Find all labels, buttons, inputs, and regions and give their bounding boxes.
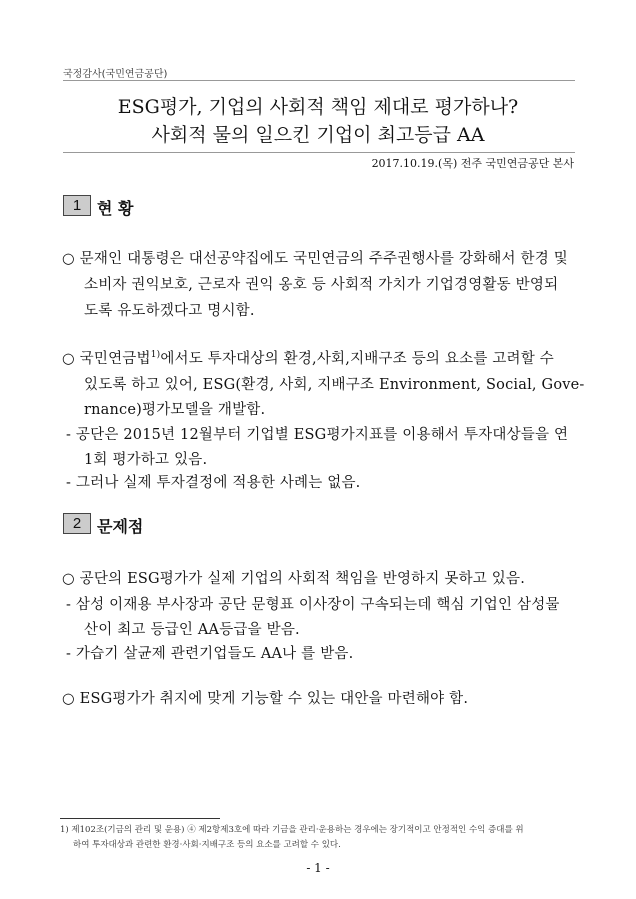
section-heading-2: 문제점	[97, 517, 144, 536]
dateline: 2017.10.19.(목) 전주 국민연금공단 본사	[371, 157, 574, 170]
paragraph-line	[62, 347, 554, 368]
page-number: - 1 -	[306, 861, 330, 875]
footnote-ref[interactable]: 1)	[150, 350, 161, 361]
header-rule	[63, 80, 575, 81]
title-line-2: 사회적 물의 일으킨 기업이 최고등급 AA	[151, 124, 485, 146]
dash-item-line: - 그러나 실제 투자결정에 적용한 사례는 없음.	[66, 475, 361, 491]
paragraph-line: ○ ESG평가가 취지에 맞게 기능할 수 있는 대안을 마련해야 함.	[62, 691, 469, 707]
paragraph-line: ○ 문재인 대통령은 대선공약집에도 국민연금의 주주권행사를 강화해서 한경 및	[62, 251, 568, 267]
dash-item-line: 산이 최고 등급인 AA등급을 받음.	[84, 622, 300, 638]
paragraph-line: 소비자 권익보호, 근로자 권익 옹호 등 사회적 가치가 기업경영활동 반영되	[84, 277, 559, 293]
dash-item-line: 1회 평가하고 있음.	[84, 452, 208, 468]
footnote-line: 하여 투자대상과 관련한 환경·사회·지배구조 등의 요소를 고려할 수 있다.	[73, 840, 341, 850]
dash-item-line: - 가습기 살균제 관련기업들도 AA나 를 받음.	[66, 646, 354, 662]
text: ○ 국민연금법	[62, 351, 151, 367]
title-line-1: ESG평가, 기업의 사회적 책임 제대로 평가하나?	[117, 96, 519, 118]
dash-item-line: - 공단은 2015년 12월부터 기업별 ESG평가지표를 이용해서 투자대상들을 연	[66, 427, 569, 443]
section-number-2: 2	[63, 513, 91, 534]
text: 에서도 투자대상의 환경,사회,지배구조 등의 요소를 고려할 수	[160, 351, 554, 367]
running-header: 국정감사(국민연금공단)	[63, 69, 168, 80]
footnote-rule	[60, 818, 220, 819]
paragraph-line: rnance)평가모델을 개발함.	[84, 402, 266, 418]
paragraph-line: 도록 유도하겠다고 명시함.	[84, 303, 255, 319]
section-number-1: 1	[63, 195, 91, 216]
paragraph-line: 있도록 하고 있어, ESG(환경, 사회, 지배구조 Environment, Social, Gove-	[84, 377, 585, 393]
title-rule	[63, 152, 575, 153]
dash-item-line: - 삼성 이재용 부사장과 공단 문형표 이사장이 구속되는데 핵심 기업인 삼성물	[66, 597, 560, 613]
section-heading-1: 현 황	[97, 199, 134, 218]
paragraph-line: ○ 공단의 ESG평가가 실제 기업의 사회적 책임을 반영하지 못하고 있음.	[62, 571, 526, 587]
footnote-line: 1) 제102조(기금의 관리 및 운용) ④ 제2항제3호에 따라 기금을 관리·운용하는 경우에는 장기적이고 안정적인 수익 증대를 위	[60, 825, 524, 835]
